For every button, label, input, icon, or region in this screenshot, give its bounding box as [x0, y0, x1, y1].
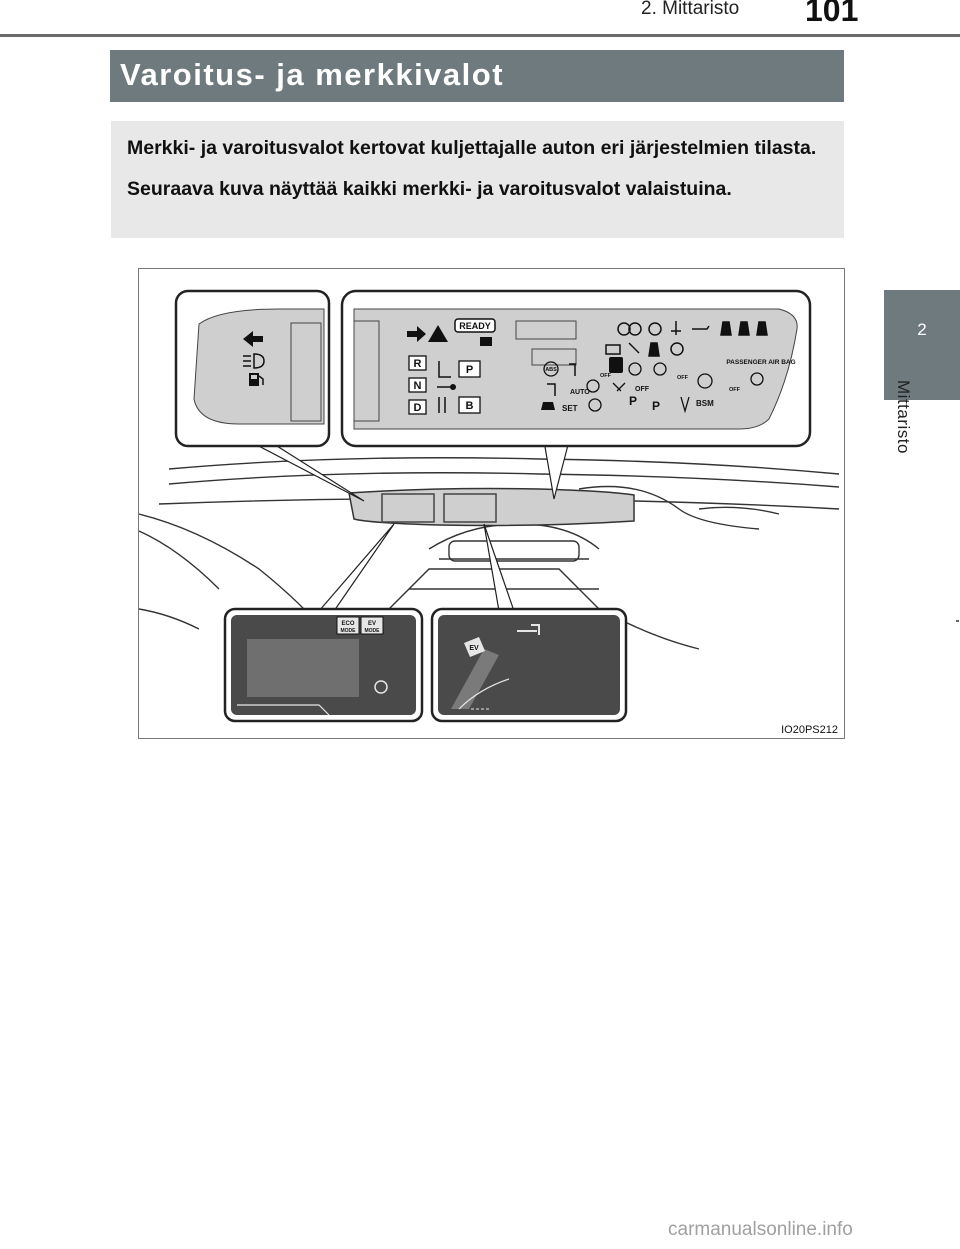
- p-label: P: [629, 394, 638, 408]
- ev-mode-label-top: EV: [367, 621, 377, 627]
- ready-label: READY: [459, 321, 491, 331]
- seatbelt-2-icon: [739, 322, 749, 335]
- left-indicator-panel: [176, 291, 329, 446]
- vehicle-proximity-icon: [609, 357, 623, 373]
- figure-code: IO20PS212: [781, 724, 838, 736]
- header-rule: [0, 34, 960, 37]
- chapter-tab-number: 2: [917, 320, 927, 339]
- ev-badge-label: EV: [469, 645, 479, 652]
- page-title: Varoitus- ja merkkivalot: [110, 50, 844, 102]
- abs-label: ABS: [545, 367, 557, 373]
- page-number: 101: [805, 0, 859, 28]
- main-indicator-panel: [342, 291, 810, 446]
- off-label-3: OFF: [729, 387, 740, 393]
- lock-car-icon: [480, 337, 492, 346]
- gear-d-label: D: [413, 402, 422, 414]
- margin-tick: [956, 620, 959, 622]
- ev-indicator-panel: [432, 609, 626, 721]
- gear-b-label: B: [465, 400, 474, 412]
- intro-paragraph-2: Seuraava kuva näyttää kaikki merkki- ja varoitusvalot valaistuina.: [127, 178, 732, 200]
- eco-mode-label-bottom: MODE: [340, 628, 356, 634]
- dashboard-figure: [138, 268, 845, 739]
- intro-box: [111, 121, 844, 238]
- auto-label: AUTO: [570, 389, 590, 396]
- gear-r-label: R: [413, 358, 422, 370]
- off-label-1: OFF: [600, 373, 611, 379]
- off-label-2: OFF: [677, 375, 688, 381]
- seatbelt-driver-icon: [649, 343, 659, 356]
- footer-watermark[interactable]: carmanualsonline.info: [668, 1219, 853, 1240]
- header-section-title: 2. Mittaristo: [641, 0, 740, 19]
- off-label-4: OFF: [635, 386, 649, 393]
- chapter-tab-label: Mittaristo: [894, 380, 913, 454]
- gear-n-label: N: [413, 380, 422, 392]
- ev-mode-label-bottom: MODE: [364, 628, 380, 634]
- eco-mode-label-top: ECO: [341, 621, 355, 627]
- dashboard-illustration: [139, 269, 844, 738]
- p-hold-label: P: [652, 399, 661, 413]
- bsm-label: BSM: [696, 399, 714, 408]
- passenger-airbag-label: PASSENGER AIR BAG: [726, 359, 796, 366]
- slip-car-icon: [541, 402, 555, 410]
- seatbelt-3-icon: [757, 322, 767, 335]
- seatbelt-1-icon: [721, 322, 731, 335]
- gear-p-label: P: [465, 364, 474, 376]
- intro-paragraph-1: Merkki- ja varoitusvalot kertovat kuljettajalle auton eri järjestelmien tilasta.: [127, 137, 817, 159]
- eco-ev-panel: [225, 609, 422, 721]
- set-label: SET: [562, 404, 578, 413]
